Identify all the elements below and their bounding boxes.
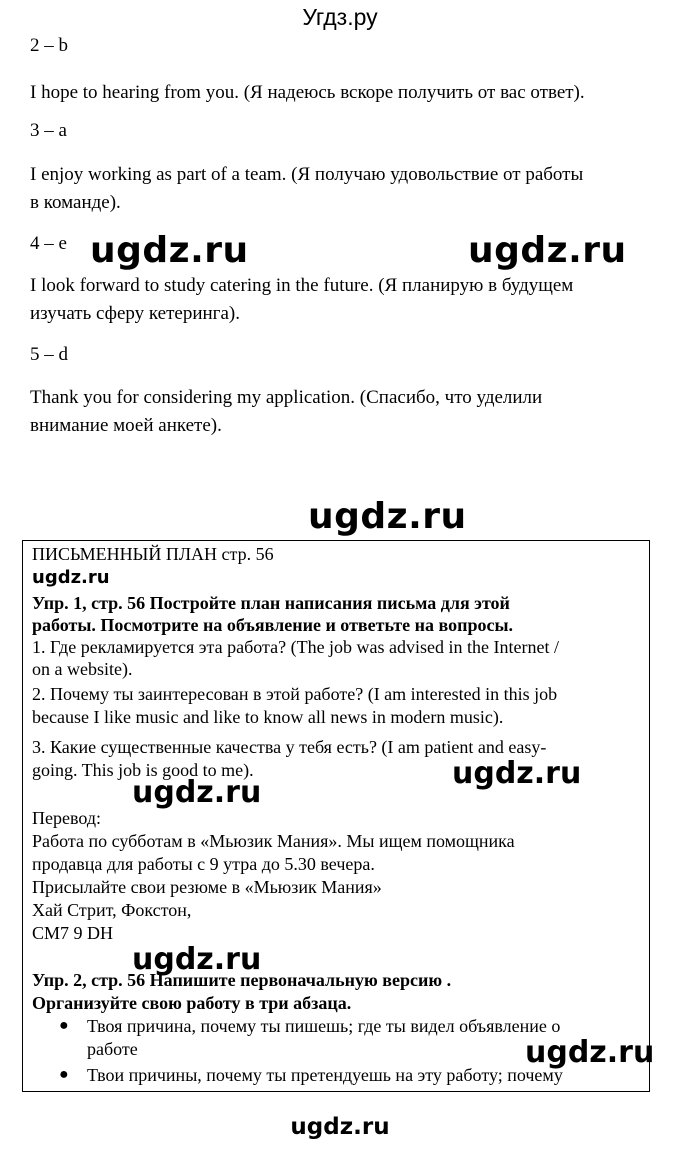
watermark: ugdz.ru — [468, 230, 627, 271]
question-1-line2: on a website). — [32, 659, 133, 679]
bullet-icon: ● — [59, 1017, 69, 1034]
answer-text-4-line1: I look forward to study catering in the future. (Я планирую в будущем — [30, 275, 574, 296]
answer-text-5-line1: Thank you for considering my application. (Спасибо, что уделили — [30, 387, 543, 408]
answer-key-4: 4 – e — [30, 233, 67, 254]
watermark: ugdz.ru — [452, 756, 582, 791]
question-2-line2: because I like music and like to know all news in modern music). — [32, 707, 504, 727]
bullet-item-1-line1: Твоя причина, почему ты пишешь; где ты видел объявление о — [87, 1016, 561, 1036]
watermark: ugdz.ru — [132, 942, 262, 977]
answer-text-3-line1: I enjoy working as part of a team. (Я получаю удовольствие от работы — [30, 164, 584, 185]
translation-line: Присылайте свои резюме в «Мьюзик Мания» — [32, 877, 382, 897]
answer-text-2: I hope to hearing from you. (Я надеюсь вскоре получить от вас ответ). — [30, 82, 585, 103]
translation-line: Работа по субботам в «Мьюзик Мания». Мы ищем помощника — [32, 831, 515, 851]
exercise-2-title-line2: Организуйте свою работу в три абзаца. — [32, 993, 352, 1013]
answer-text-4-line2: изучать сферу кетеринга). — [30, 303, 240, 324]
watermark: ugdz.ru — [132, 775, 262, 810]
bullet-icon: ● — [59, 1066, 69, 1083]
footer-watermark: ugdz.ru — [290, 1114, 390, 1140]
writing-plan-box — [22, 540, 650, 1092]
question-1-line1: 1. Где рекламируется эта работа? (The job was advised in the Internet / — [32, 637, 559, 657]
translation-line: СМ7 9 DH — [32, 923, 114, 943]
question-3-line2: going. This job is good to me). — [32, 760, 254, 780]
answer-key-5: 5 – d — [30, 344, 68, 365]
bullet-item-2-line1: Твои причины, почему ты претендуешь на эту работу; почему — [87, 1065, 563, 1085]
translation-line: Хай Стрит, Фокстон, — [32, 900, 192, 920]
watermark: ugdz.ru — [90, 230, 249, 271]
answer-text-5-line2: внимание моей анкете). — [30, 415, 222, 436]
bullet-item-1-line2: работе — [87, 1039, 138, 1059]
answer-text-3-line2: в команде). — [30, 192, 121, 213]
site-title: Угдз.ру — [302, 4, 378, 30]
watermark: ugdz.ru — [525, 1035, 655, 1070]
watermark: ugdz.ru — [308, 496, 467, 537]
watermark: ugdz.ru — [32, 567, 110, 588]
answer-key-3: 3 – a — [30, 120, 67, 141]
translation-line: продавца для работы с 9 утра до 5.30 вечера. — [32, 854, 375, 874]
exercise-2-title-line1: Упр. 2, стр. 56 Напишите первоначальную версию . — [32, 970, 452, 990]
exercise-1-title-line2: работы. Посмотрите на объявление и ответьте на вопросы. — [32, 615, 514, 635]
question-3-line1: 3. Какие существенные качества у тебя есть? (I am patient and easy- — [32, 737, 547, 757]
answer-key-2: 2 – b — [30, 35, 68, 56]
exercise-1-title-line1: Упр. 1, стр. 56 Постройте план написания письма для этой — [32, 593, 510, 613]
question-2-line1: 2. Почему ты заинтересован в этой работе? (I am interested in this job — [32, 684, 558, 704]
translation-label: Перевод: — [32, 808, 101, 828]
plan-heading: ПИСЬМЕННЫЙ ПЛАН стр. 56 — [32, 544, 274, 564]
